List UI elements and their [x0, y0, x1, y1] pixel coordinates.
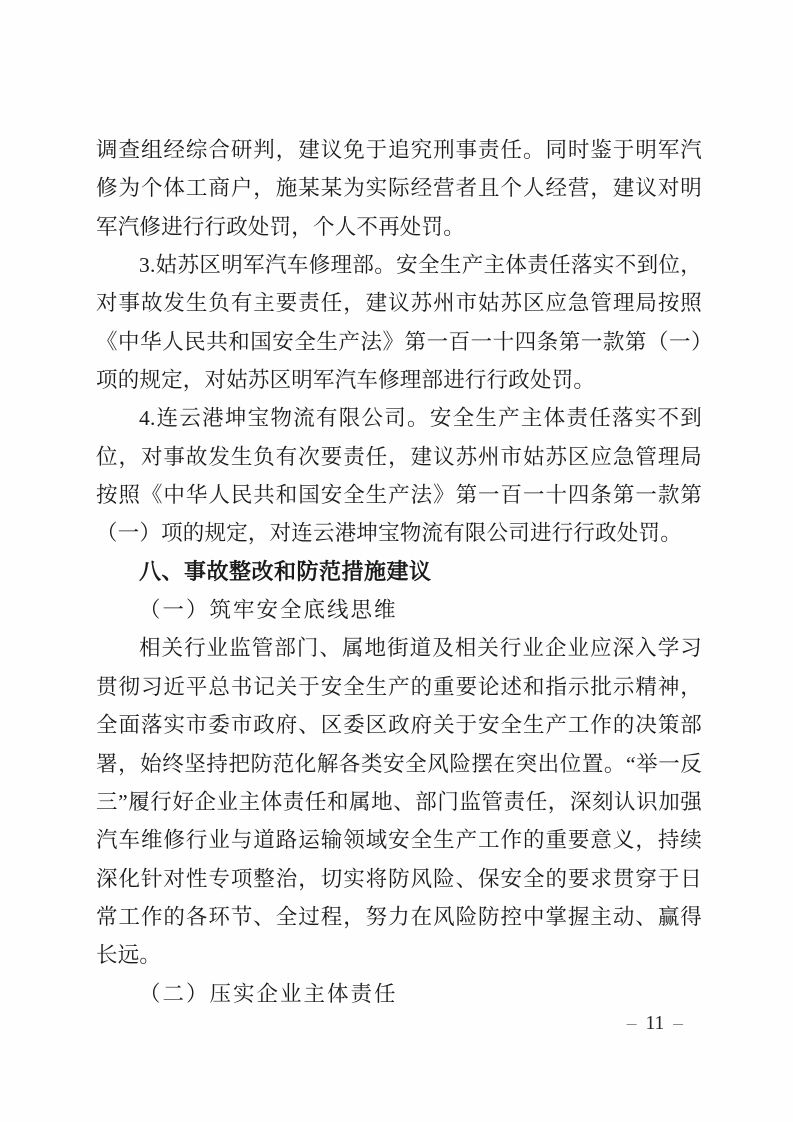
body-paragraph-item-3: 3.姑苏区明军汽车修理部。安全生产主体责任落实不到位，对事故发生负有主要责任，建议苏州市姑苏区应急管理局按照《中华人民共和国安全生产法》第一百一十四条第一款第（一）项的规定，对姑苏区明军汽车修理部进行行政处罚。 [96, 253, 702, 393]
subsection-heading-2: （二）压实企业主体责任 [139, 981, 398, 1006]
section-heading-8: 八、事故整改和防范措施建议 [139, 558, 432, 584]
subsection-heading-1: （一）筑牢安全底线思维 [139, 598, 398, 623]
body-paragraph-item-4: 4.连云港坤宝物流有限公司。安全生产主体责任落实不到位，对事故发生负有次要责任，建议苏州市姑苏区应急管理局按照《中华人民共和国安全生产法》第一百一十四条第一款第（一）项的规定，对连云港坤宝物流有限公司进行行政处罚。 [96, 406, 702, 546]
page-footer [618, 1013, 692, 1035]
footer-right-dash: – [673, 1013, 683, 1034]
body-paragraph-measures: 相关行业监管部门、属地街道及相关行业企业应深入学习贯彻习近平总书记关于安全生产的重要论述和指示批示精神，全面落实市委市政府、区委区政府关于安全生产工作的决策部署，始终坚持把防范化解各类安全风险摆在突出位置。“举一反三”履行好企业主体责任和属地、部门监管责任，深刻认识加强汽车维修行业与道路运输领域安全生产工作的重要意义，持续深化针对性专项整治，切实将防风险、保安全的要求贯穿于日常工作的各环节、全过程，努力在风险防控中掌握主动、赢得长远。 [96, 636, 702, 968]
body-paragraph-continuation: 调查组经综合研判，建议免于追究刑事责任。同时鉴于明军汽修为个体工商户，施某某为实际经营者且个人经营，建议对明军汽修进行行政处罚，个人不再处罚。 [96, 138, 702, 239]
document-body [96, 131, 702, 1013]
page-number: 11 [645, 1013, 665, 1034]
footer-left-dash: – [626, 1013, 637, 1034]
